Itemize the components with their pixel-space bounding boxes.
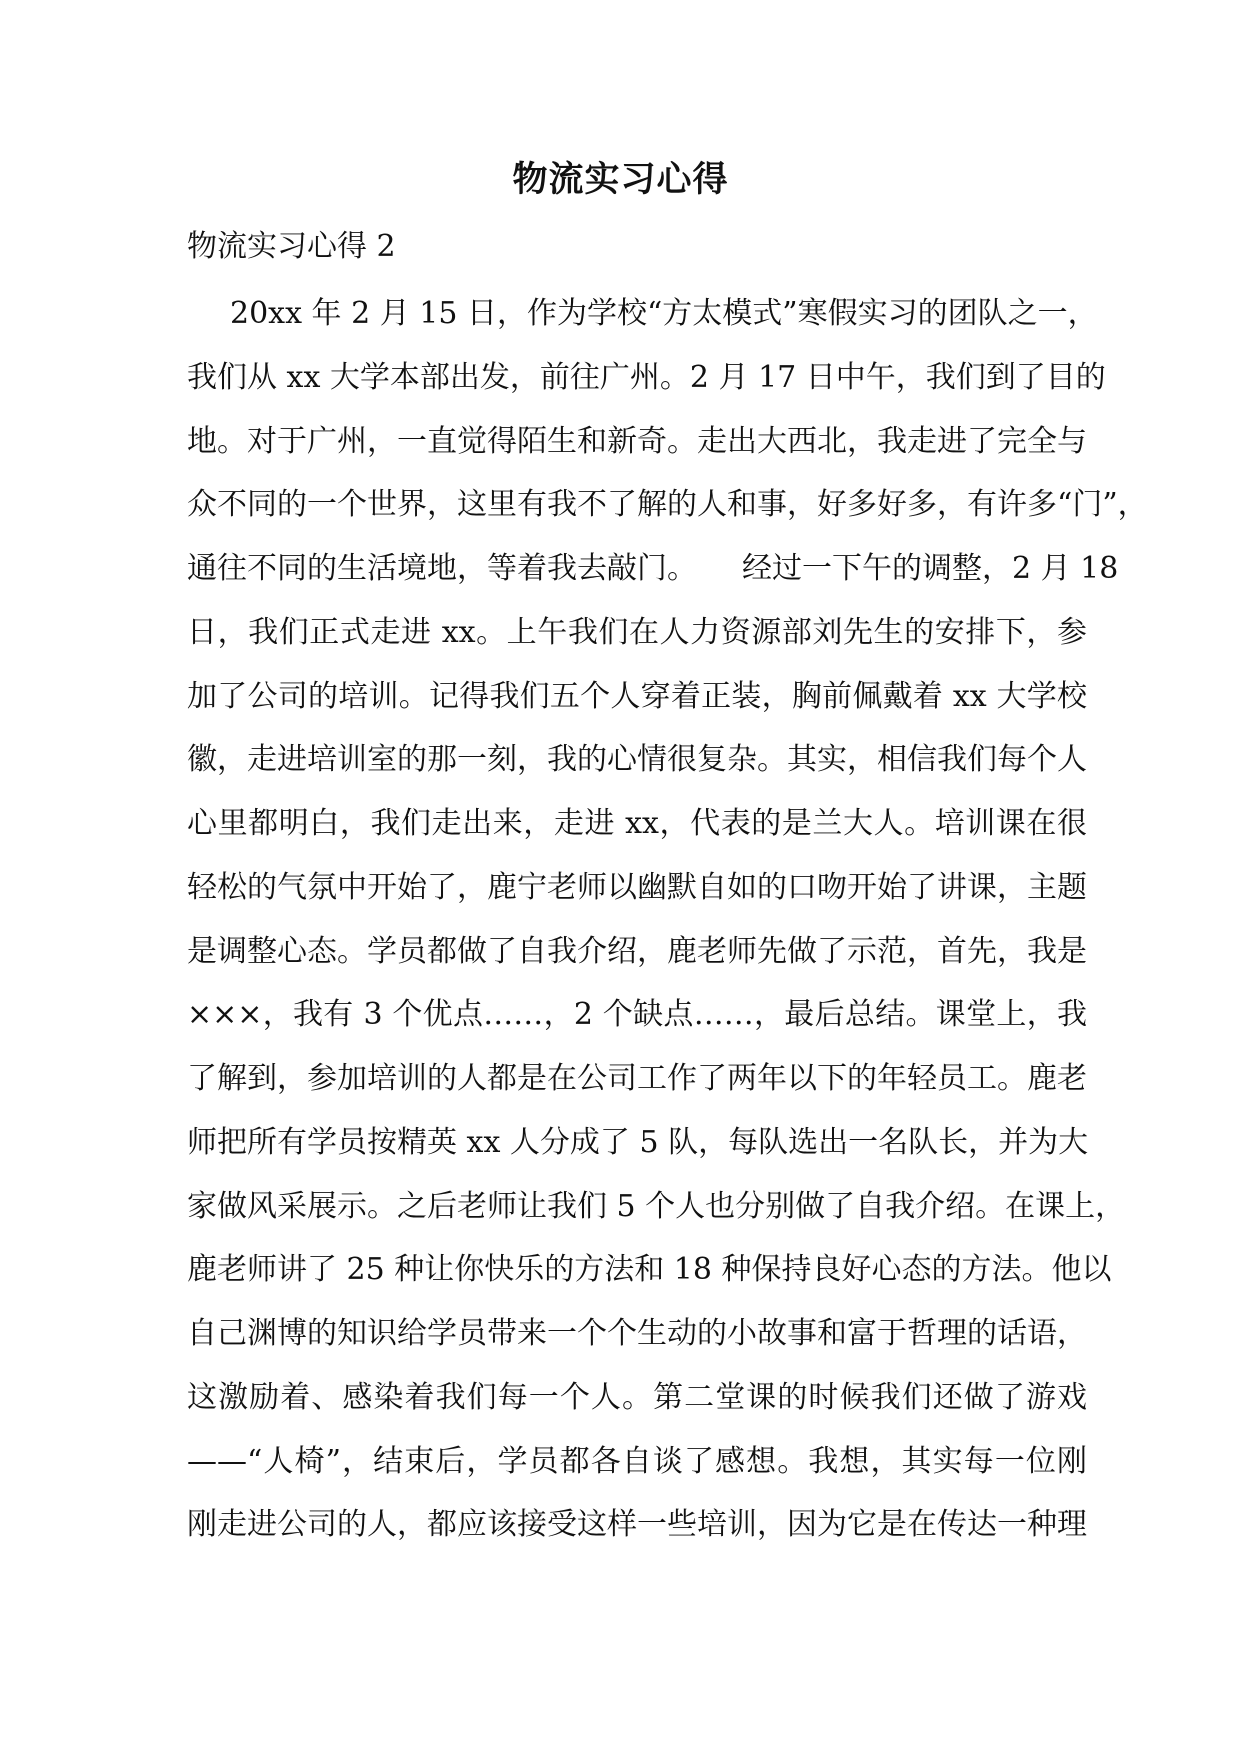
body-line: 20xx 年 2 月 15 日，作为学校“方太模式”寒假实习的团队之一， [230, 296, 1098, 331]
body-line: 自己渊博的知识给学员带来一个个生动的小故事和富于哲理的话语， [187, 1316, 1087, 1351]
document-subtitle: 物流实习心得 2 [187, 229, 396, 264]
body-line: 徽，走进培训室的那一刻，我的心情很复杂。其实，相信我们每个人 [187, 742, 1087, 778]
body-line: 心里都明白，我们走出来，走进 xx，代表的是兰大人。培训课在很 [187, 806, 1087, 841]
body-line: 日，我们正式走进 xx。上午我们在人力资源部刘先生的安排下，参 [187, 614, 1087, 650]
body-line: 鹿老师讲了 25 种让你快乐的方法和 18 种保持良好心态的方法。他以 [187, 1252, 1112, 1288]
body-line: 了解到，参加培训的人都是在公司工作了两年以下的年轻员工。鹿老 [187, 1061, 1087, 1096]
body-line: 加了公司的培训。记得我们五个人穿着正装，胸前佩戴着 xx 大学校 [187, 678, 1087, 714]
body-paragraph [187, 282, 1148, 1557]
body-line: 这激励着、感染着我们每一个人。第二堂课的时候我们还做了游戏 [187, 1379, 1087, 1415]
body-line: 通往不同的生活境地，等着我去敲门。 经过一下午的调整，2 月 18 [187, 551, 1119, 586]
body-line: 师把所有学员按精英 xx 人分成了 5 队，每队选出一名队长，并为大 [187, 1124, 1089, 1160]
body-line: 刚走进公司的人，都应该接受这样一些培训，因为它是在传达一种理 [187, 1507, 1087, 1543]
body-line: 家做风采展示。之后老师让我们 5 个人也分别做了自我介绍。在课上， [187, 1188, 1126, 1224]
body-line: ×××，我有 3 个优点……，2 个缺点……，最后总结。课堂上，我 [187, 997, 1087, 1033]
document-title: 物流实习心得 [512, 159, 729, 200]
body-line: 我们从 xx 大学本部出发，前往广州。2 月 17 日中午，我们到了目的 [187, 359, 1106, 395]
body-line: 众不同的一个世界，这里有我不了解的人和事，好多好多，有许多“门”， [187, 487, 1148, 523]
body-line: 地。对于广州，一直觉得陌生和新奇。走出大西北，我走进了完全与 [187, 423, 1087, 459]
body-line: 是调整心态。学员都做了自我介绍，鹿老师先做了示范，首先，我是 [187, 933, 1087, 969]
body-line: ——“人椅”，结束后，学员都各自谈了感想。我想，其实每一位刚 [187, 1443, 1087, 1479]
body-line: 轻松的气氛中开始了，鹿宁老师以幽默自如的口吻开始了讲课，主题 [187, 869, 1087, 905]
